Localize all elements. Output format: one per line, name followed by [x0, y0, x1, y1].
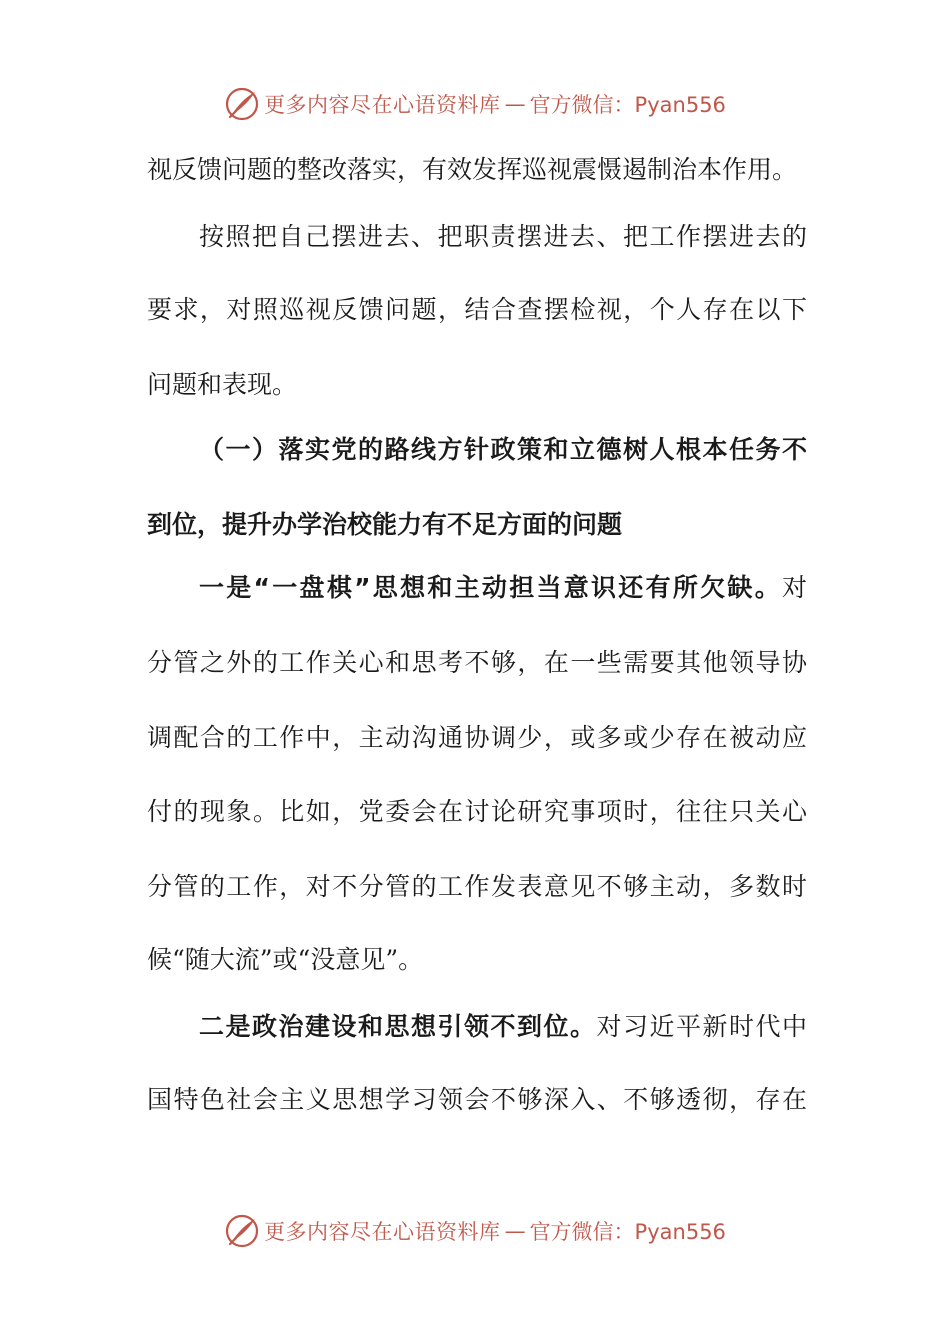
paragraph-line: 要求，对照巡视反馈问题，结合查摆检视，个人存在以下	[147, 295, 807, 324]
watermark-wechat: 官方微信：Pyan556	[529, 93, 726, 117]
paragraph-line: 分管的工作，对不分管的工作发表意见不够主动，多数时	[147, 872, 807, 901]
watermark-separator: —	[504, 1219, 526, 1243]
paragraph-line: 问题和表现。	[147, 370, 298, 399]
paragraph-line: 付的现象。比如，党委会在讨论研究事项时，往往只关心	[147, 797, 807, 826]
paragraph-lead-tail: 对习近平新时代中	[596, 1012, 807, 1041]
paragraph-line: 视反馈问题的整改落实，有效发挥巡视震慑遏制治本作用。	[147, 155, 798, 184]
watermark-bottom	[0, 1211, 950, 1251]
watermark-top	[0, 84, 950, 124]
paragraph-lead-line	[147, 568, 807, 608]
watermark-separator: —	[504, 92, 526, 116]
paragraph-line: 候“随大流”或“没意见”。	[147, 945, 424, 974]
paragraph-line: 按照把自己摆进去、把职责摆进去、把工作摆进去的	[199, 222, 807, 251]
paragraph-lead-tail: 对	[781, 573, 807, 602]
watermark-text: 更多内容尽在心语资料库	[264, 93, 501, 117]
paragraph-line: 调配合的工作中，主动沟通协调少，或多或少存在被动应	[147, 723, 807, 752]
paragraph-line: 国特色社会主义思想学习领会不够深入、不够透彻，存在	[147, 1085, 807, 1114]
paragraph-lead: 一是“一盘棋”思想和主动担当意识还有所欠缺。	[199, 573, 782, 602]
section-heading-line: 到位，提升办学治校能力有不足方面的问题	[147, 510, 623, 539]
watermark-wechat: 官方微信：Pyan556	[529, 1220, 726, 1244]
watermark-text: 更多内容尽在心语资料库	[264, 1220, 501, 1244]
section-heading-line: （一）落实党的路线方针政策和立德树人根本任务不	[199, 435, 807, 464]
paragraph-lead-line	[147, 1007, 807, 1047]
quill-logo-icon	[224, 1213, 260, 1249]
quill-logo-icon	[224, 86, 260, 122]
paragraph-lead: 二是政治建设和思想引领不到位。	[199, 1012, 597, 1041]
paragraph-line: 分管之外的工作关心和思考不够，在一些需要其他领导协	[147, 648, 807, 677]
